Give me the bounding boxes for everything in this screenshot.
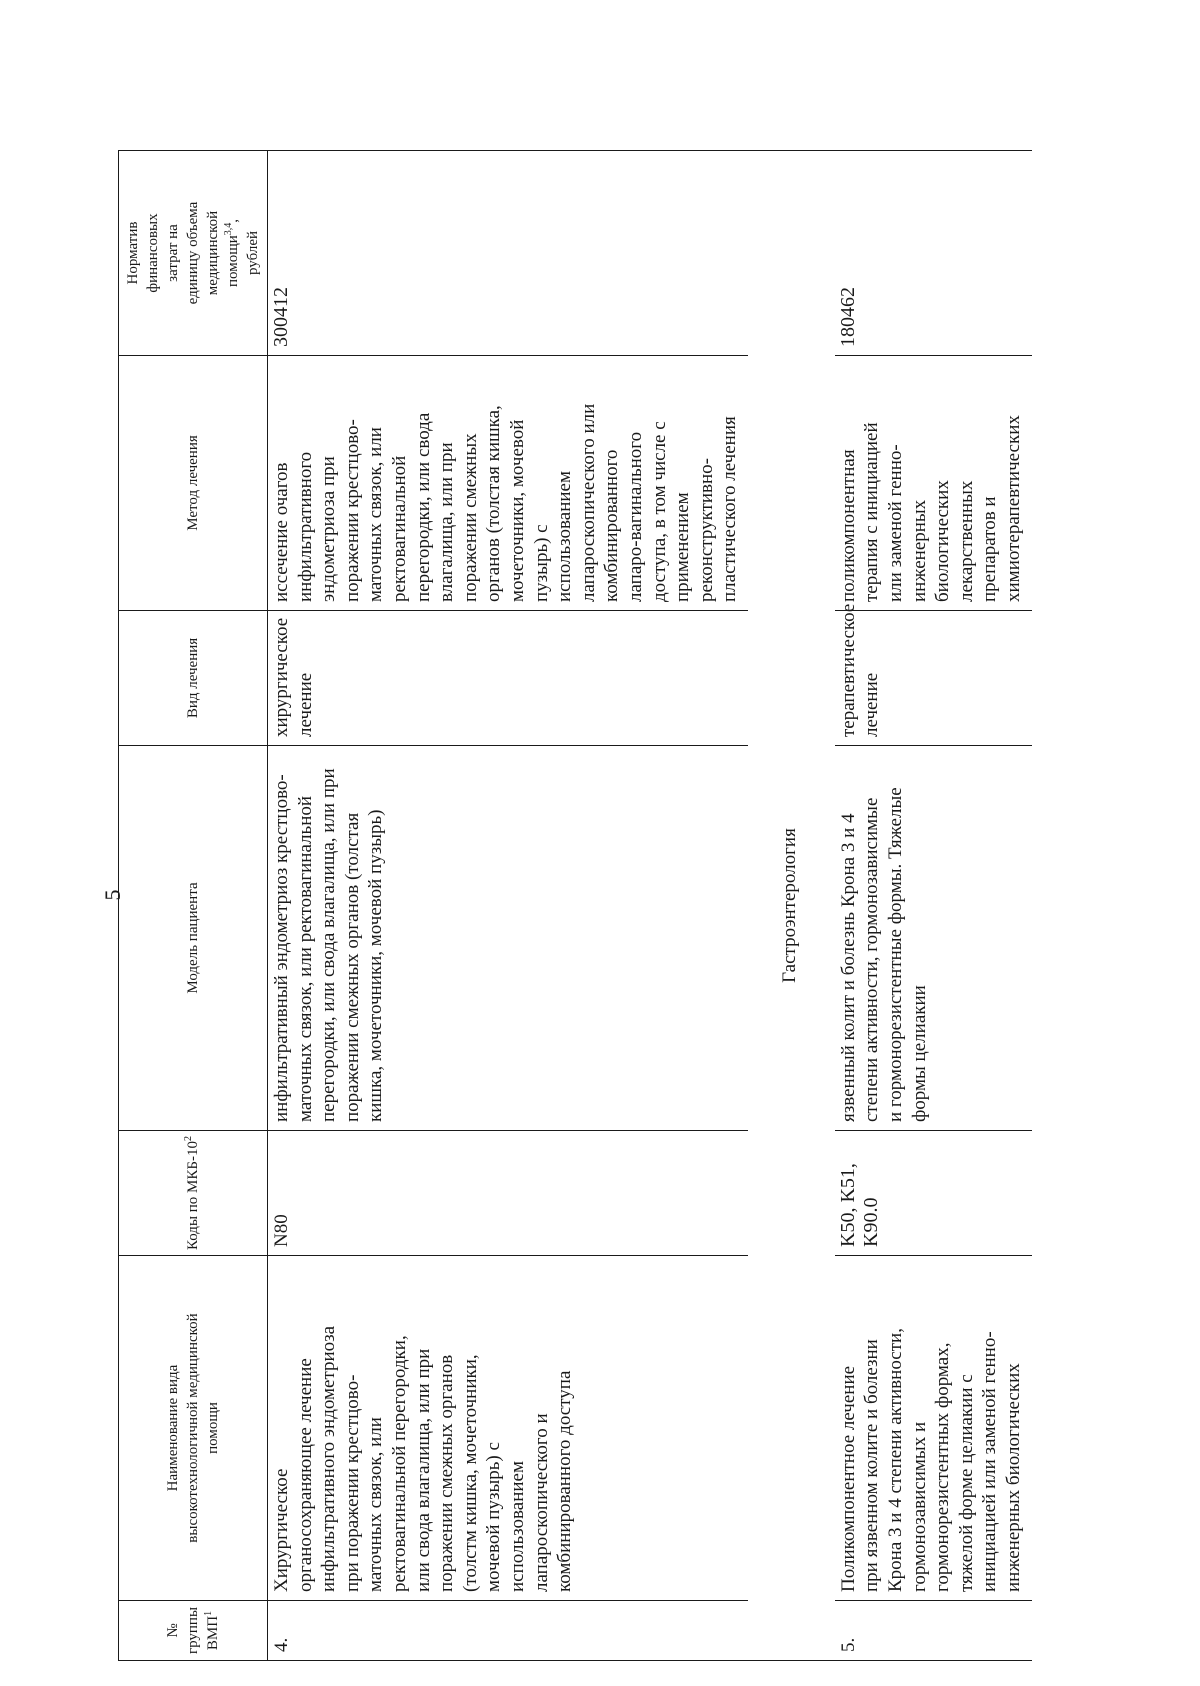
row-number: 4.	[268, 1601, 748, 1661]
section-row	[748, 151, 835, 1661]
row-number: 5.	[835, 1601, 1032, 1661]
row-type: терапевтическое лечение	[835, 611, 1032, 746]
header-method: Метод лечения	[119, 356, 268, 611]
header-codes: Коды по МКБ-$10^2$	[119, 1131, 268, 1256]
row-norm: 300412	[268, 151, 748, 356]
table-row	[268, 151, 748, 1661]
header-group-no: № группы ВМП$^1$	[119, 1601, 268, 1661]
row-method: иссечение очагов инфильтративного эндометриоза при поражении крестцово- маточных связок, или ректовагинальной перегородки, или свода влагалища, или при поражении смежных органов (толстая кишка, мочеточники, мочевой пузырь) с использованием лапароскопического или комбинированного лапаро-вагинального доступа, в том числе с применением реконструктивно- пластического лечения	[268, 356, 748, 611]
row-model: инфильтративный эндометриоз крестцово- маточных связок, или ректовагинальной перегородки, или свода влагалища, или при поражении смежных органов (толстая кишка, мочеточники, мочевой пузырь)	[268, 746, 748, 1131]
header-model: Модель пациента	[119, 746, 268, 1131]
row-model: язвенный колит и болезнь Крона 3 и 4 степени активности, гормонозависимые и гормонорезистентные формы. Тяжелые формы целиакии	[835, 746, 1032, 1131]
section-title: Гастроэнтерология	[748, 151, 835, 1661]
header-type: Вид лечения	[119, 611, 268, 746]
row-norm: 180462	[835, 151, 1032, 356]
row-type: хирургическое лечение	[268, 611, 748, 746]
table-row	[835, 151, 1032, 1661]
row-codes: K50, K51, K90.0	[835, 1131, 1032, 1256]
header-row	[119, 151, 268, 1661]
vmp-table	[118, 150, 1032, 1661]
page-number: 5	[100, 889, 125, 901]
header-name: Наименование вида высокотехнологичной медицинской помощи	[119, 1256, 268, 1601]
rotated-page	[82, 135, 1162, 1675]
row-name: Хирургическое органосохраняющее лечение инфильтративного эндометриоза при поражении крестцово- маточных связок, или ректовагинальной перегородки, или свода влагалища, или при поражении смежных органов (толстм кишка, мочеточники, мочевой пузырь) с использованием лапароскопического и комбинированного доступа	[268, 1256, 748, 1601]
row-codes: N80	[268, 1131, 748, 1256]
row-name: Поликомпонентное лечение при язвенном колите и болезни Крона 3 и 4 степени активности, гормонозависимых и гормонорезистентных формах, тяжелой форме целиакии с инициацией или заменой генно- инженерных биологических	[835, 1256, 1032, 1601]
header-norm: Норматив финансовых затрат на единицу объема медицинской помощи$^{3,4}$, рублей	[119, 151, 268, 356]
row-method: поликомпонентная терапия с инициацией или заменой генно- инженерных биологических лекарственных препаратов и химиотерапевтических	[835, 356, 1032, 611]
